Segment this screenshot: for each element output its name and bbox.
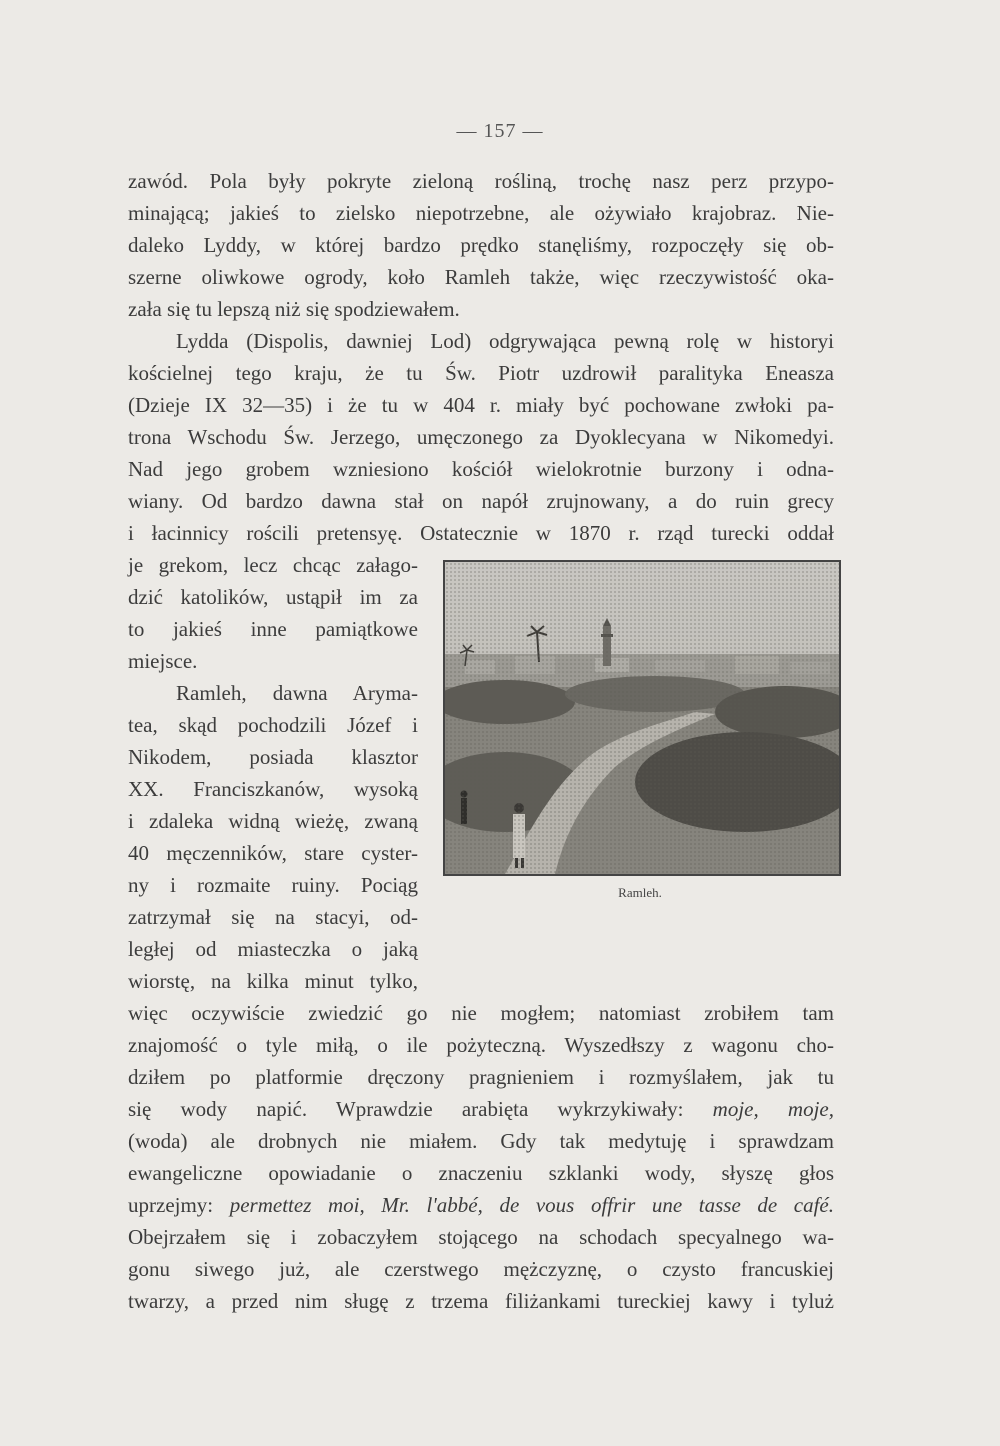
text-line: Obejrzałem się i zobaczyłem stojącego na schodach specyalnego wa- [128,1225,834,1249]
text-line: Lydda (Dispolis, dawniej Lod) odgrywająca pewną rolę w historyi [176,329,834,353]
text-line: twarzy, a przed nim sługę z trzema filiżankami tureckiej kawy i tyluż [128,1289,834,1313]
text-line: XX. Franciszkanów, wysoką [128,777,418,801]
text-line: to jakieś inne pamiątkowe [128,617,418,641]
text-line: je grekom, lecz chcąc załago- [128,553,418,577]
text-line-mixed [128,1190,834,1220]
text-line: ny i rozmaite ruiny. Pociąg [128,873,418,897]
text-line: dzić katolików, ustąpił im za [128,585,418,609]
text-line: tea, skąd pochodzili Józef i [128,713,418,737]
text-line: (Dzieje IX 32—35) i że tu w 404 r. miały być pochowane zwłoki pa- [128,393,834,417]
text-line: Ramleh, dawna Aryma- [176,681,418,705]
text-line: wiorstę, na kilka minut tylko, [128,969,418,993]
text-line: i łacinnicy rościli pretensyę. Ostatecznie w 1870 r. rząd turecki oddał [128,521,834,545]
text-line: zała się tu lepszą niż się spodziewałem. [128,297,460,321]
text-line: kościelnej tego kraju, że tu Św. Piotr uzdrowił paralityka Eneasza [128,361,834,385]
text-line: szerne oliwkowe ogrody, koło Ramleh także, więc rzeczywistość oka- [128,265,834,289]
text-line: (woda) ale drobnych nie miałem. Gdy tak medytuję i sprawdzam [128,1129,834,1153]
text-line-start: uprzejmy: [128,1193,214,1217]
text-line: miejsce. [128,649,198,673]
text-line: zatrzymał się na stacyi, od- [128,905,418,929]
page-number: — 157 — [456,120,544,142]
text-line: ległej od miasteczka o jaką [128,937,418,961]
text-line: zawód. Pola były pokryte zieloną rośliną, trochę nasz perz przypo- [128,169,834,193]
text-line: trona Wschodu Św. Jerzego, umęczonego za Dyoklecyana w Nikomedyi. [128,425,834,449]
text-line: więc oczywiście zwiedzić go nie mogłem; natomiast zrobiłem tam [128,1001,834,1025]
text-line: gonu siwego już, ale czerstwego mężczyznę, o czysto francuskiej [128,1257,834,1281]
ramleh-photograph [443,560,841,876]
text-line: ewangeliczne opowiadanie o znaczeniu szklanki wody, słyszę głos [128,1161,834,1185]
text-line: dziłem po platformie dręczony pragnieniem i rozmyślałem, jak tu [128,1065,834,1089]
text-line: Nad jego grobem wzniesiono kościół wielokrotnie burzony i odna- [128,457,834,481]
text-line-mixed [128,1094,834,1124]
text-line: minającą; jakieś to zielsko niepotrzebne, ale ożywiało krajobraz. Nie- [128,201,834,225]
italic-french-phrase: permettez moi, Mr. l'abbé, de vous offrir une tasse de café. [229,1193,835,1217]
text-line: Nikodem, posiada klasztor [128,745,418,769]
text-line: 40 męczenników, stare cyster- [128,841,418,865]
figure-caption: Ramleh. [618,885,662,900]
text-line: daleko Lyddy, w której bardzo prędko stanęliśmy, rozpoczęły się ob- [128,233,834,257]
text-line: wiany. Od bardzo dawna stał on napół zrujnowany, a do ruin grecy [128,489,834,513]
ramleh-photo-illustration [445,562,839,874]
italic-phrase: moje, moje, [712,1097,834,1121]
text-line: znajomość o tyle miłą, o ile pożyteczną. Wyszedłszy z wagonu cho- [128,1033,834,1057]
text-line-start: się wody napić. Wprawdzie arabięta wykrzykiwały: [128,1097,684,1121]
text-line: i zdaleka widną wieżę, zwaną [128,809,418,833]
